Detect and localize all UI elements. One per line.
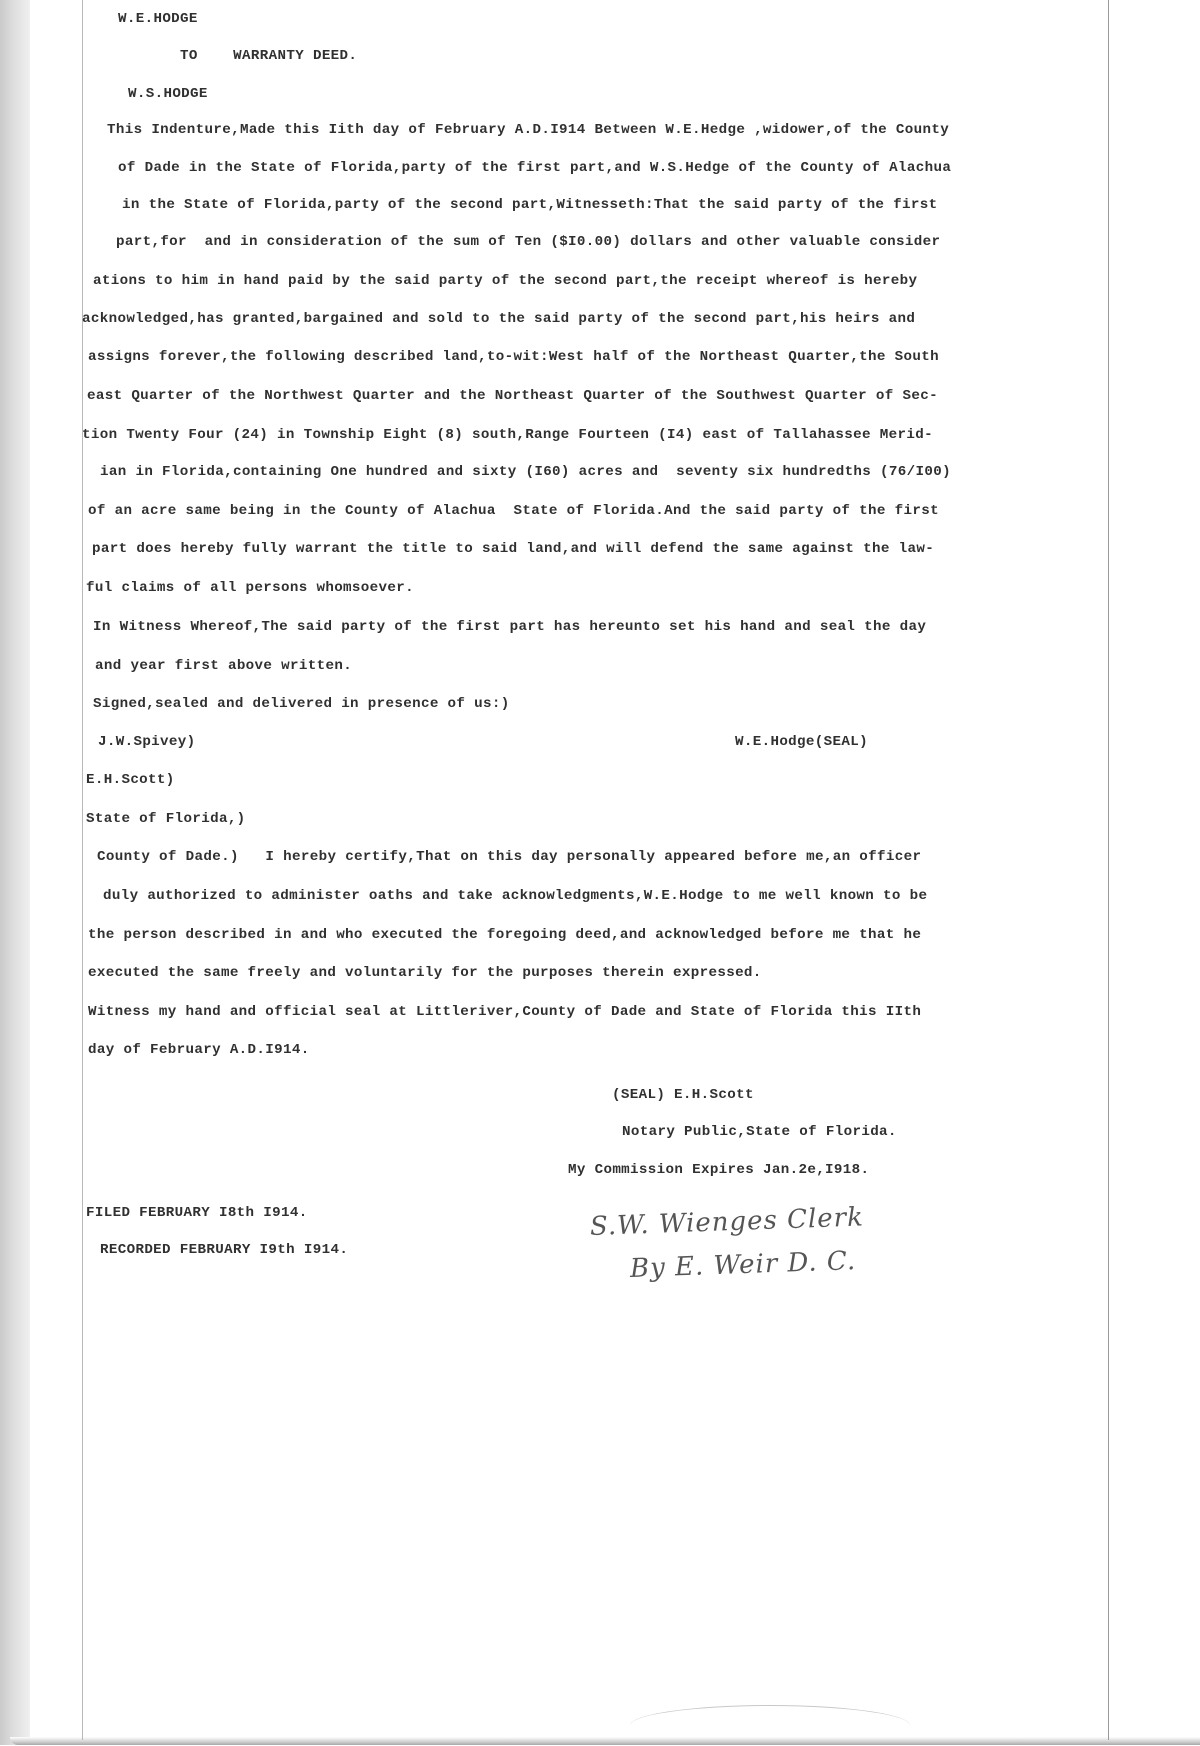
ack-county-line: County of Dade.) I hereby certify,That on this day personally appeared before me,an officer bbox=[97, 849, 922, 865]
ack-line: Witness my hand and official seal at Littleriver,County of Dade and State of Florida this IIth bbox=[88, 1004, 922, 1020]
clerk-signature-line-1: S.W. Wienges Clerk bbox=[589, 1202, 865, 1242]
body-line: This Indenture,Made this Iith day of February A.D.I914 Between W.E.Hedge ,widower,of the County bbox=[107, 122, 950, 138]
body-line: acknowledged,has granted,bargained and sold to the said party of the second part,his heirs and bbox=[82, 311, 916, 327]
deed-title: TO WARRANTY DEED. bbox=[180, 48, 358, 64]
body-line: part does hereby fully warrant the title to said land,and will defend the same against the law- bbox=[92, 541, 935, 557]
grantee-name: W.S.HODGE bbox=[128, 86, 208, 102]
body-line: in the State of Florida,party of the second part,Witnesseth:That the said party of the first bbox=[122, 197, 938, 213]
body-line: ful claims of all persons whomsoever. bbox=[86, 580, 414, 596]
body-line: tion Twenty Four (24) in Township Eight (8) south,Range Fourteen (I4) east of Tallahassee Merid- bbox=[82, 427, 933, 443]
body-line: part,for and in consideration of the sum of Ten ($I0.00) dollars and other valuable consider bbox=[116, 234, 941, 250]
witness-1-name: J.W.Spivey) bbox=[98, 734, 196, 750]
witness-line: Signed,sealed and delivered in presence of us:) bbox=[93, 696, 510, 712]
ack-line: day of February A.D.I914. bbox=[88, 1042, 310, 1058]
witness-line: and year first above written. bbox=[95, 658, 353, 674]
page-edge-shadow bbox=[0, 0, 30, 1745]
witness-line: In Witness Whereof,The said party of the first part has hereunto set his hand and seal the day bbox=[93, 619, 927, 635]
ack-state: State of Florida,) bbox=[86, 811, 246, 827]
page-bottom-edge bbox=[10, 1737, 1200, 1745]
body-line: ations to him in hand paid by the said party of the second part,the receipt whereof is hereby bbox=[93, 273, 918, 289]
notary-commission: My Commission Expires Jan.2e,I918. bbox=[568, 1162, 870, 1178]
recorded-date: RECORDED FEBRUARY I9th I914. bbox=[100, 1242, 349, 1258]
body-line: ian in Florida,containing One hundred and sixty (I60) acres and seventy six hundredths (76/I00) bbox=[100, 464, 951, 480]
clerk-signature-line-2: By E. Weir D. C. bbox=[629, 1246, 857, 1284]
ack-line: duly authorized to administer oaths and take acknowledgments,W.E.Hodge to me well known to be bbox=[103, 888, 928, 904]
ack-line: the person described in and who executed the foregoing deed,and acknowledged before me that he bbox=[88, 927, 922, 943]
ack-line: executed the same freely and voluntarily for the purposes therein expressed. bbox=[88, 965, 762, 981]
body-line: of Dade in the State of Florida,party of the first part,and W.S.Hedge of the County of Alachua bbox=[118, 160, 952, 176]
witness-2-name: E.H.Scott) bbox=[86, 772, 175, 788]
right-margin-rule bbox=[1108, 0, 1109, 1740]
notary-seal-name: (SEAL) E.H.Scott bbox=[612, 1087, 754, 1103]
body-line: east Quarter of the Northwest Quarter and the Northeast Quarter of the Southwest Quarter of Sec- bbox=[87, 388, 938, 404]
grantor-name: W.E.HODGE bbox=[118, 11, 198, 27]
left-margin-rule bbox=[82, 0, 83, 1740]
body-line: assigns forever,the following described land,to-wit:West half of the Northeast Quarter,the South bbox=[88, 349, 939, 365]
filed-date: FILED FEBRUARY I8th I914. bbox=[86, 1205, 308, 1221]
paper-scratch-mark bbox=[630, 1705, 910, 1746]
notary-title: Notary Public,State of Florida. bbox=[622, 1124, 897, 1140]
grantor-signature: W.E.Hodge(SEAL) bbox=[735, 734, 868, 750]
body-line: of an acre same being in the County of Alachua State of Florida.And the said party of the first bbox=[88, 503, 939, 519]
